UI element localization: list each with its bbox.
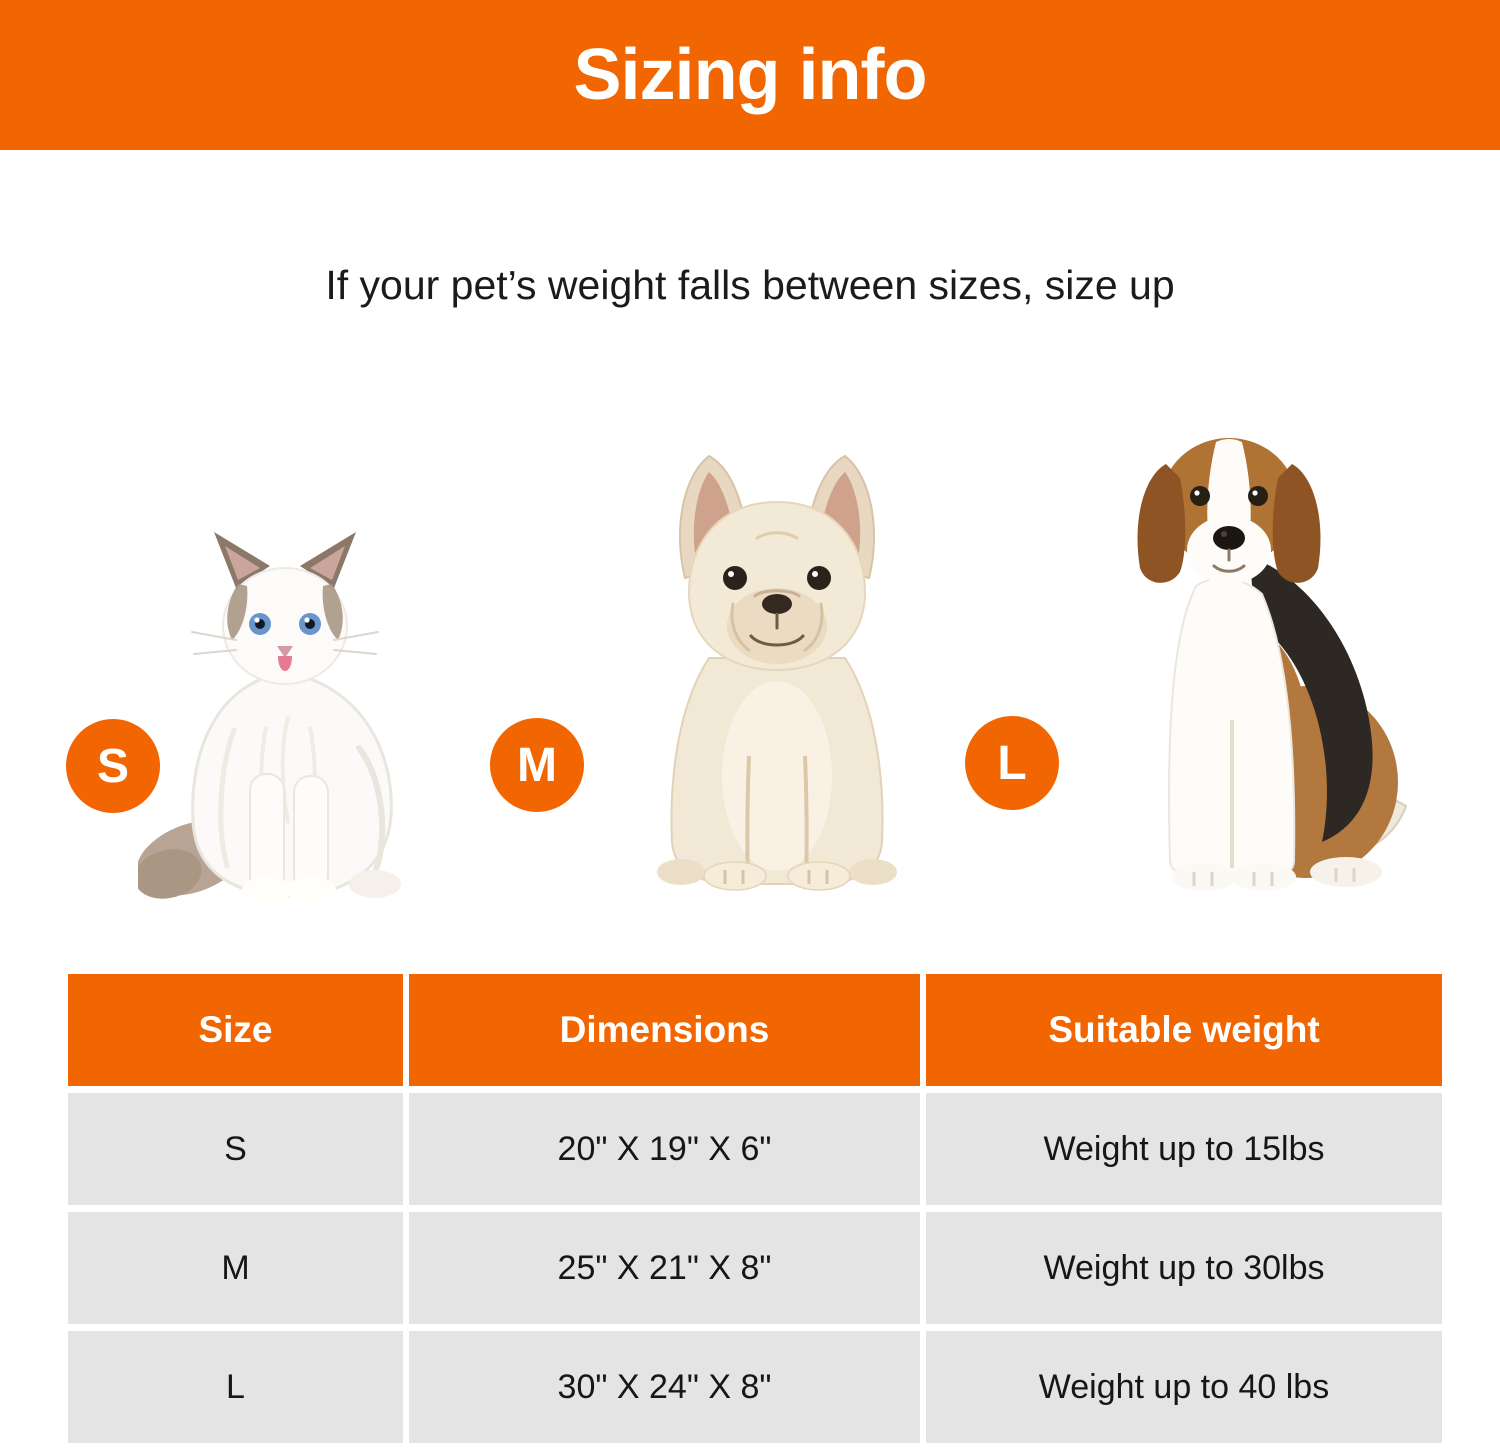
subtitle: If your pet’s weight falls between sizes, size up	[325, 262, 1175, 308]
table-cell-weight-l: Weight up to 40 lbs	[926, 1331, 1442, 1443]
table-header-dimensions: Dimensions	[409, 974, 920, 1086]
size-badge-l: L	[965, 716, 1059, 810]
table-cell-dimensions-l: 30" X 24" X 8"	[409, 1331, 920, 1443]
table-cell-weight-s: Weight up to 15lbs	[926, 1093, 1442, 1205]
french-bulldog-image	[645, 446, 909, 894]
ragdoll-cat-image	[138, 522, 432, 908]
table-cell-dimensions-m: 25" X 21" X 8"	[409, 1212, 920, 1324]
sizing-table	[68, 974, 1442, 1443]
table-cell-size-s: S	[68, 1093, 403, 1205]
beagle-image	[1054, 390, 1414, 896]
table-cell-size-l: L	[68, 1331, 403, 1443]
table-cell-dimensions-s: 20" X 19" X 6"	[409, 1093, 920, 1205]
page-title: Sizing info	[573, 35, 927, 115]
table-cell-weight-m: Weight up to 30lbs	[926, 1212, 1442, 1324]
size-badge-m: M	[490, 718, 584, 812]
table-cell-size-m: M	[68, 1212, 403, 1324]
table-header-size: Size	[68, 974, 403, 1086]
size-badge-s: S	[66, 719, 160, 813]
header-banner	[0, 0, 1500, 150]
table-header-suitable-weight: Suitable weight	[926, 974, 1442, 1086]
